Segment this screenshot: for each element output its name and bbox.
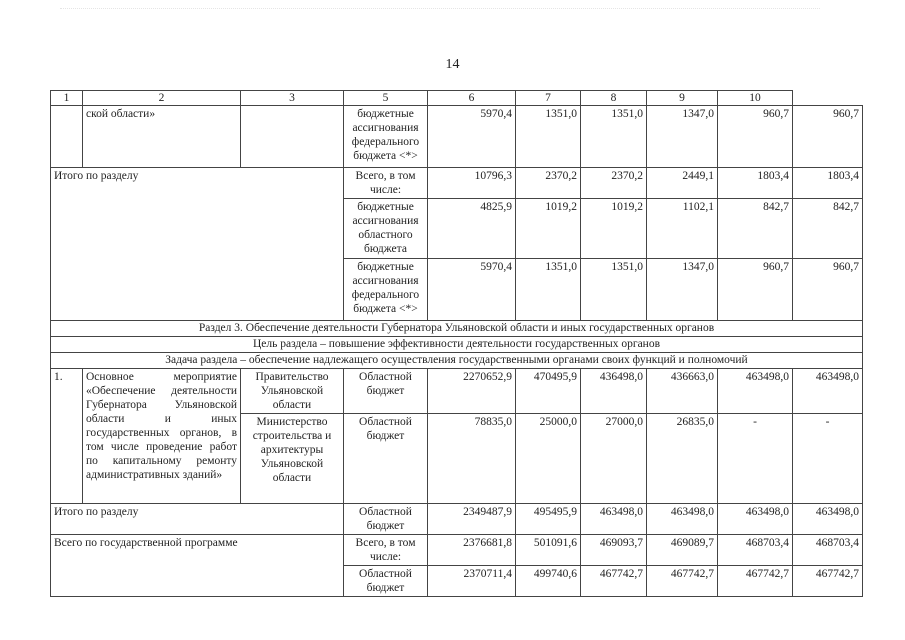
header-cell: 10 (718, 91, 793, 106)
funding-source: Областной бюджет (344, 414, 428, 504)
measure-description: Основное мероприятие «Обеспечение деятельности Губернатора Ульяновской области и иных государственных органов, в том числе проведение работ по капитальному ремонту административных зданий» (83, 369, 241, 504)
value-cell: 463498,0 (793, 369, 863, 414)
value-cell: 501091,6 (516, 535, 581, 566)
value-cell: 2349487,9 (428, 504, 516, 535)
header-cell: 3 (241, 91, 344, 106)
value-cell: 960,7 (793, 259, 863, 321)
value-cell: 2376681,8 (428, 535, 516, 566)
funding-source: Областной бюджет (344, 566, 428, 597)
value-cell: - (793, 414, 863, 504)
value-cell: 469089,7 (647, 535, 718, 566)
value-cell: 463498,0 (793, 504, 863, 535)
value-cell: 1102,1 (647, 199, 718, 259)
header-row (51, 91, 863, 106)
value-cell: 2370,2 (581, 168, 647, 199)
value-cell: 27000,0 (581, 414, 647, 504)
value-cell: 469093,7 (581, 535, 647, 566)
value-cell: 842,7 (718, 199, 793, 259)
value-cell: 1803,4 (718, 168, 793, 199)
value-cell: 5970,4 (428, 259, 516, 321)
table-row (51, 369, 863, 414)
section-task: Задача раздела – обеспечение надлежащего осуществления государственными органами своих функций и полномочий (51, 353, 863, 369)
table-cell (241, 106, 344, 168)
header-cell: 1 (51, 91, 83, 106)
value-cell: 463498,0 (718, 369, 793, 414)
value-cell: 2270652,9 (428, 369, 516, 414)
value-cell: 463498,0 (718, 504, 793, 535)
funding-source: бюджетные ассигнования федерального бюджета <*> (344, 106, 428, 168)
value-cell: 25000,0 (516, 414, 581, 504)
budget-table (50, 90, 863, 597)
table-row (51, 106, 863, 168)
page-number: 14 (445, 57, 460, 72)
value-cell: 78835,0 (428, 414, 516, 504)
section-goal: Цель раздела – повышение эффективности деятельности государственных органов (51, 337, 863, 353)
funding-source: Областной бюджет (344, 504, 428, 535)
value-cell: 2370,2 (516, 168, 581, 199)
scan-artifact-line (60, 8, 820, 11)
header-cell: 7 (516, 91, 581, 106)
funding-source: бюджетные ассигнования федерального бюджета <*> (344, 259, 428, 321)
value-cell: 1347,0 (647, 259, 718, 321)
funding-source: Всего, в том числе: (344, 535, 428, 566)
value-cell: 467742,7 (793, 566, 863, 597)
table-row (51, 504, 863, 535)
value-cell: 463498,0 (581, 504, 647, 535)
table-cell: ской области» (83, 106, 241, 168)
row-number: 1. (51, 369, 83, 504)
value-cell: 1019,2 (581, 199, 647, 259)
value-cell: 1347,0 (647, 106, 718, 168)
value-cell: 1351,0 (516, 106, 581, 168)
section-total-label: Итого по разделу (51, 168, 344, 321)
section-total-label: Итого по разделу (51, 504, 344, 535)
value-cell: 842,7 (793, 199, 863, 259)
header-cell: 2 (83, 91, 241, 106)
value-cell: 26835,0 (647, 414, 718, 504)
value-cell: 468703,4 (718, 535, 793, 566)
value-cell: 467742,7 (647, 566, 718, 597)
value-cell: 1803,4 (793, 168, 863, 199)
funding-source: Областной бюджет (344, 369, 428, 414)
header-cell: 5 (344, 91, 428, 106)
table-row (51, 168, 863, 199)
header-cell: 9 (647, 91, 718, 106)
table-row (51, 535, 863, 566)
value-cell: 468703,4 (793, 535, 863, 566)
value-cell: 1019,2 (516, 199, 581, 259)
value-cell: 436498,0 (581, 369, 647, 414)
value-cell: 1351,0 (581, 106, 647, 168)
value-cell: 2370711,4 (428, 566, 516, 597)
header-cell: 6 (428, 91, 516, 106)
header-cell: 8 (581, 91, 647, 106)
value-cell: 436663,0 (647, 369, 718, 414)
section-goal-row (51, 337, 863, 353)
value-cell: - (718, 414, 793, 504)
value-cell: 467742,7 (581, 566, 647, 597)
table-cell (51, 106, 83, 168)
funding-source: Всего, в том числе: (344, 168, 428, 199)
value-cell: 499740,6 (516, 566, 581, 597)
value-cell: 467742,7 (718, 566, 793, 597)
value-cell: 5970,4 (428, 106, 516, 168)
value-cell: 960,7 (793, 106, 863, 168)
value-cell: 495495,9 (516, 504, 581, 535)
section-task-row (51, 353, 863, 369)
value-cell: 4825,9 (428, 199, 516, 259)
program-total-label: Всего по государственной программе (51, 535, 344, 597)
executor: Правительство Ульяновской области (241, 369, 344, 414)
value-cell: 960,7 (718, 106, 793, 168)
section-title: Раздел 3. Обеспечение деятельности Губернатора Ульяновской области и иных государственных органов (51, 321, 863, 337)
section-title-row (51, 321, 863, 337)
value-cell: 1351,0 (516, 259, 581, 321)
value-cell: 960,7 (718, 259, 793, 321)
executor: Министерство строительства и архитектуры Ульяновской области (241, 414, 344, 504)
value-cell: 470495,9 (516, 369, 581, 414)
funding-source: бюджетные ассигнования областного бюджета (344, 199, 428, 259)
value-cell: 463498,0 (647, 504, 718, 535)
value-cell: 1351,0 (581, 259, 647, 321)
value-cell: 2449,1 (647, 168, 718, 199)
value-cell: 10796,3 (428, 168, 516, 199)
